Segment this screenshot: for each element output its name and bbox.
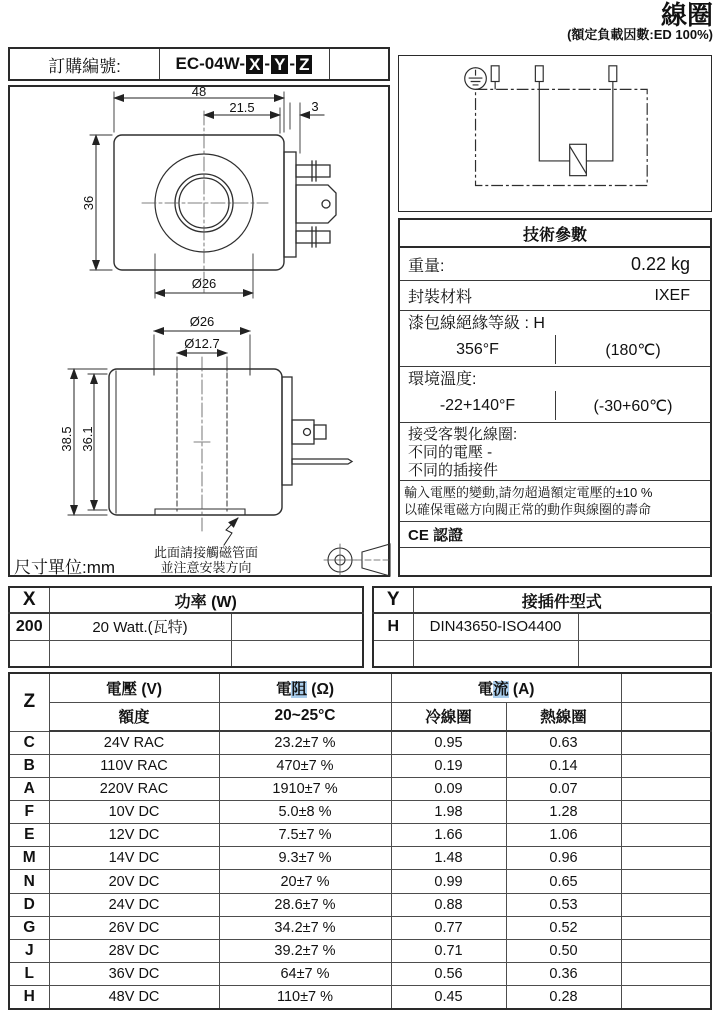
- material-value: IXEF: [654, 286, 690, 304]
- dim-width-48: 48: [191, 87, 207, 99]
- z-table-body: [9, 731, 711, 1009]
- z-header-voltage: 電壓 (V): [49, 673, 219, 702]
- z-table-row: [9, 754, 711, 777]
- z-row-code: H: [9, 986, 49, 1009]
- technical-parameters-box: [398, 218, 712, 577]
- dim-diameter-26: Ø26: [191, 276, 217, 291]
- y-value: DIN43650-ISO4400: [413, 613, 578, 640]
- x-key: X: [9, 587, 49, 613]
- z-row-cold-current: 0.45: [391, 986, 506, 1009]
- z-row-resistance: 9.3±7 %: [219, 847, 391, 870]
- z-subheader-rated: 額度: [49, 702, 219, 731]
- dim-inner-12-7: Ø12.7: [184, 336, 220, 351]
- tech-row-ambient: [400, 367, 710, 423]
- unit-label: 尺寸單位:mm: [14, 558, 116, 577]
- z-row-hot-current: 0.53: [506, 893, 621, 916]
- tech-row-insulation: [400, 311, 710, 367]
- weight-label: 重量:: [408, 257, 445, 275]
- z-row-cold-current: 0.09: [391, 777, 506, 800]
- tech-row-material: [400, 281, 710, 311]
- z-row-hot-current: 0.28: [506, 986, 621, 1009]
- z-table-row: [9, 731, 711, 754]
- z-table-row: [9, 916, 711, 939]
- z-row-hot-current: 0.65: [506, 870, 621, 893]
- z-row-voltage: 28V DC: [49, 939, 219, 962]
- custom-line3: 不同的插接件: [408, 462, 499, 479]
- coil-body-front: [114, 135, 284, 270]
- order-code: [160, 49, 330, 79]
- mounting-note-line2: 並注意安裝方向: [160, 560, 252, 575]
- z-row-voltage: 12V DC: [49, 824, 219, 847]
- z-row-empty-cell: [621, 939, 711, 962]
- z-table-row: [9, 777, 711, 800]
- z-row-cold-current: 1.98: [391, 800, 506, 823]
- z-row-cold-current: 0.77: [391, 916, 506, 939]
- z-row-code: J: [9, 939, 49, 962]
- z-row-voltage: 14V DC: [49, 847, 219, 870]
- x-value: 20 Watt.(瓦特): [49, 613, 231, 640]
- ambient-celsius: (-30+60℃): [555, 391, 710, 420]
- z-row-code: C: [9, 731, 49, 754]
- z-header-current: 電流 (A): [391, 673, 621, 702]
- z-row-empty-cell: [621, 916, 711, 939]
- z-header-empty: [621, 673, 711, 702]
- insulation-celsius: (180℃): [555, 335, 710, 364]
- tech-row-weight: [400, 248, 710, 281]
- z-row-cold-current: 0.95: [391, 731, 506, 754]
- highlight-resistance-char: 阻: [291, 680, 307, 698]
- warning-line1: 輸入電壓的變動,請勿超過額定電壓的±10 %: [404, 485, 653, 500]
- z-row-resistance: 34.2±7 %: [219, 916, 391, 939]
- z-row-code: B: [9, 754, 49, 777]
- insulation-fahrenheit: 356°F: [456, 340, 499, 358]
- z-row-resistance: 39.2±7 %: [219, 939, 391, 962]
- z-row-voltage: 24V DC: [49, 893, 219, 916]
- z-header-row2: [9, 702, 711, 731]
- y-row: [373, 613, 711, 640]
- terminal-pin-2: [535, 66, 543, 82]
- z-row-empty-cell: [621, 986, 711, 1009]
- dimension-drawing-box: [8, 85, 390, 577]
- y-connector-table: [372, 586, 712, 668]
- material-label: 封裝材料: [408, 289, 473, 306]
- z-row-empty-cell: [621, 800, 711, 823]
- wires: [495, 82, 613, 161]
- order-code-y: Y: [271, 55, 288, 74]
- z-row-code: E: [9, 824, 49, 847]
- z-row-voltage: 110V RAC: [49, 754, 219, 777]
- housing-outline: [476, 89, 648, 185]
- z-subheader-empty: [621, 702, 711, 731]
- tech-row-empty: [400, 548, 710, 575]
- z-row-resistance: 28.6±7 %: [219, 893, 391, 916]
- dim-gap-3: 3: [311, 99, 319, 114]
- y-header: 接插件型式: [413, 587, 711, 613]
- z-row-voltage: 48V DC: [49, 986, 219, 1009]
- x-empty-cell: [231, 613, 363, 640]
- dim-total-height-38-5: 38.5: [59, 426, 74, 452]
- tech-row-custom: [400, 423, 710, 481]
- dim-offset-21-5: 21.5: [229, 100, 255, 115]
- mounting-note-line1: 此面請接觸磁管面: [153, 545, 259, 560]
- tech-header: 技術參數: [400, 220, 710, 248]
- z-row-resistance: 470±7 %: [219, 754, 391, 777]
- insulation-label: 漆包線絕緣等級 : H: [408, 315, 545, 332]
- z-row-empty-cell: [621, 870, 711, 893]
- ground-icon: [465, 68, 487, 90]
- x-code: 200: [9, 613, 49, 640]
- z-row-resistance: 20±7 %: [219, 870, 391, 893]
- z-row-code: L: [9, 963, 49, 986]
- schematic-box: [398, 55, 712, 212]
- y-empty-cell: [578, 613, 711, 640]
- terminal-pin-1: [491, 66, 499, 82]
- z-subheader-temp: 20~25°C: [219, 702, 391, 731]
- z-row-code: M: [9, 847, 49, 870]
- coil-front-view: [81, 87, 336, 298]
- z-row-hot-current: 0.36: [506, 963, 621, 986]
- z-row-code: D: [9, 893, 49, 916]
- custom-line1: 接受客製化線圈:: [408, 426, 518, 443]
- coil-symbol: [570, 144, 587, 175]
- order-code-x: X: [246, 55, 263, 74]
- z-row-voltage: 20V DC: [49, 870, 219, 893]
- z-row-code: F: [9, 800, 49, 823]
- x-row: [9, 613, 363, 640]
- order-label: 訂購編號:: [10, 49, 160, 79]
- z-table-row: [9, 847, 711, 870]
- terminal-pin-3: [609, 66, 617, 82]
- page-subtitle: (額定負載因數:ED 100%): [567, 27, 713, 42]
- z-table-row: [9, 870, 711, 893]
- z-row-hot-current: 0.63: [506, 731, 621, 754]
- x-header: 功率 (W): [49, 587, 363, 613]
- y-key: Y: [373, 587, 413, 613]
- z-row-resistance: 5.0±8 %: [219, 800, 391, 823]
- z-table-row: [9, 939, 711, 962]
- z-row-cold-current: 0.71: [391, 939, 506, 962]
- weight-value: 0.22 kg: [630, 253, 690, 274]
- z-row-voltage: 24V RAC: [49, 731, 219, 754]
- page-title: 線圈: [660, 0, 713, 30]
- custom-line2: 不同的電壓 -: [408, 444, 493, 461]
- z-row-hot-current: 1.06: [506, 824, 621, 847]
- z-row-cold-current: 1.66: [391, 824, 506, 847]
- z-row-cold-current: 0.88: [391, 893, 506, 916]
- z-table-row: [9, 963, 711, 986]
- z-row-empty-cell: [621, 963, 711, 986]
- coil-side-view: [14, 314, 392, 577]
- tech-row-warning: [400, 481, 710, 522]
- z-table-row: [9, 893, 711, 916]
- z-row-voltage: 10V DC: [49, 800, 219, 823]
- z-row-hot-current: 1.28: [506, 800, 621, 823]
- z-row-voltage: 26V DC: [49, 916, 219, 939]
- z-row-resistance: 1910±7 %: [219, 777, 391, 800]
- ambient-label: 環境溫度:: [408, 371, 477, 388]
- z-table-row: [9, 986, 711, 1009]
- z-row-cold-current: 1.48: [391, 847, 506, 870]
- x-power-table: [8, 586, 364, 668]
- z-key: Z: [9, 673, 49, 731]
- z-row-resistance: 7.5±7 %: [219, 824, 391, 847]
- z-row-cold-current: 0.99: [391, 870, 506, 893]
- z-row-hot-current: 0.07: [506, 777, 621, 800]
- z-subheader-hot: 熱線圈: [506, 702, 621, 731]
- z-row-empty-cell: [621, 893, 711, 916]
- z-row-voltage: 220V RAC: [49, 777, 219, 800]
- order-number-box: [8, 47, 390, 81]
- z-row-hot-current: 0.14: [506, 754, 621, 777]
- z-row-code: N: [9, 870, 49, 893]
- x-empty-row: [9, 640, 363, 667]
- z-row-hot-current: 0.96: [506, 847, 621, 870]
- z-electrical-table: [8, 672, 712, 1010]
- z-table-row: [9, 800, 711, 823]
- z-subheader-cold: 冷線圈: [391, 702, 506, 731]
- z-row-hot-current: 0.52: [506, 916, 621, 939]
- z-row-resistance: 23.2±7 %: [219, 731, 391, 754]
- z-row-empty-cell: [621, 754, 711, 777]
- dim-body-height-36-1: 36.1: [80, 426, 95, 452]
- dim-outer-26: Ø26: [189, 314, 215, 329]
- z-row-empty-cell: [621, 824, 711, 847]
- mounting-leader-arrow: [224, 518, 238, 545]
- dimension-drawing: [10, 87, 392, 579]
- z-row-cold-current: 0.56: [391, 963, 506, 986]
- projection-symbol-icon: [324, 544, 392, 576]
- z-header-resistance: 電阻 (Ω): [219, 673, 391, 702]
- order-code-sep1: -: [264, 54, 271, 73]
- order-code-prefix: EC-04W-: [175, 54, 246, 73]
- z-header-row1: [9, 673, 711, 702]
- z-row-voltage: 36V DC: [49, 963, 219, 986]
- z-row-code: A: [9, 777, 49, 800]
- z-row-code: G: [9, 916, 49, 939]
- y-empty-row: [373, 640, 711, 667]
- z-table-row: [9, 824, 711, 847]
- order-code-sep2: -: [289, 54, 296, 73]
- order-code-z: Z: [296, 55, 312, 74]
- z-row-cold-current: 0.19: [391, 754, 506, 777]
- z-row-resistance: 110±7 %: [219, 986, 391, 1009]
- z-row-empty-cell: [621, 731, 711, 754]
- order-empty-cell: [330, 49, 388, 79]
- z-row-empty-cell: [621, 847, 711, 870]
- connector-side: [282, 377, 352, 485]
- z-row-empty-cell: [621, 777, 711, 800]
- tech-row-ce: CE 認證: [400, 522, 710, 548]
- highlight-current-char: 流: [493, 680, 509, 698]
- warning-line2: 以確保電磁方向閥正常的動作與線圈的壽命: [404, 502, 652, 517]
- y-code: H: [373, 613, 413, 640]
- ambient-fahrenheit: -22+140°F: [439, 396, 516, 414]
- dim-height-36: 36: [81, 195, 96, 211]
- z-row-resistance: 64±7 %: [219, 963, 391, 986]
- connector-front: [284, 152, 336, 257]
- z-row-hot-current: 0.50: [506, 939, 621, 962]
- wiring-schematic: [399, 56, 709, 210]
